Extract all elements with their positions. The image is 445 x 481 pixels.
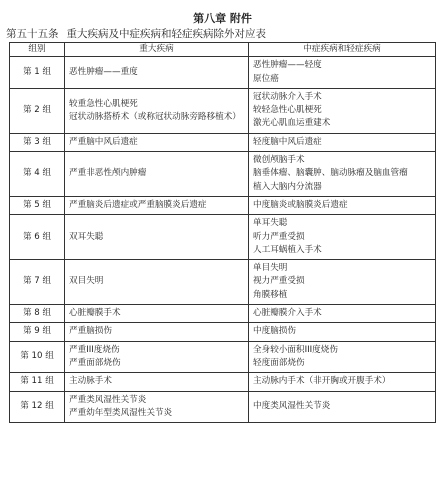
table-row [10, 196, 436, 214]
table-row [10, 305, 436, 323]
major-disease-item: 冠状动脉搭桥术（或称冠状动脉旁路移植术） [69, 111, 241, 122]
table-row [10, 133, 436, 151]
column-header-group: 组别 [10, 43, 65, 57]
major-disease-cell [65, 88, 249, 133]
exclusion-table [9, 42, 436, 423]
major-disease-item: 严重脑损伤 [69, 326, 112, 337]
major-disease-cell [65, 305, 249, 323]
minor-disease-item: 单耳失聪 [253, 218, 288, 229]
major-disease-cell [65, 57, 249, 89]
minor-disease-item: 脑垂体瘤、脑囊肿、脑动脉瘤及脑血管瘤 [253, 168, 408, 179]
column-header-minor: 中症疾病和轻症疾病 [249, 43, 436, 57]
minor-disease-item: 主动脉内手术（非开胸或开腹手术） [253, 376, 391, 387]
major-disease-item: 主动脉手术 [69, 376, 112, 387]
table-row [10, 152, 436, 197]
minor-disease-item: 单目失明 [253, 263, 288, 274]
major-disease-cell [65, 215, 249, 260]
major-disease-cell [65, 152, 249, 197]
minor-disease-cell [249, 260, 436, 305]
minor-disease-item: 中度类风湿性关节炎 [253, 401, 331, 412]
minor-disease-item: 中度脑损伤 [253, 326, 296, 337]
major-disease-cell [65, 391, 249, 423]
minor-disease-cell [249, 196, 436, 214]
major-disease-item: 严重类风湿性关节炎 [69, 394, 147, 405]
minor-disease-cell [249, 215, 436, 260]
column-header-major: 重大疾病 [65, 43, 249, 57]
chapter-title: 第八章 附件 [193, 12, 252, 25]
minor-disease-item: 冠状动脉介入手术 [253, 91, 322, 102]
minor-disease-item: 微创颅脑手术 [253, 155, 305, 166]
group-cell: 第 12 组 [10, 391, 65, 423]
group-cell: 第 8 组 [10, 305, 65, 323]
group-cell: 第 2 组 [10, 88, 65, 133]
table-row [10, 88, 436, 133]
minor-disease-item: 角膜移植 [253, 289, 288, 300]
major-disease-item: 心脏瓣膜手术 [69, 308, 121, 319]
minor-disease-cell [249, 373, 436, 391]
minor-disease-item: 轻度面部烧伤 [253, 357, 305, 368]
table-body [10, 57, 436, 423]
minor-disease-item: 中度脑炎或脑膜炎后遗症 [253, 199, 348, 210]
group-cell: 第 3 组 [10, 133, 65, 151]
group-cell: 第 10 组 [10, 341, 65, 373]
minor-disease-item: 轻度脑中风后遗症 [253, 136, 322, 147]
minor-disease-cell [249, 133, 436, 151]
minor-disease-cell [249, 57, 436, 89]
group-cell: 第 1 组 [10, 57, 65, 89]
major-disease-item: 严重幼年型类风湿性关节炎 [69, 407, 173, 418]
major-disease-item: 严重脑炎后遗症或严重脑膜炎后遗症 [69, 199, 207, 210]
major-disease-cell [65, 373, 249, 391]
minor-disease-item: 听力严重受损 [253, 231, 305, 242]
major-disease-item: 严重非恶性颅内肿瘤 [69, 168, 147, 179]
group-cell: 第 7 组 [10, 260, 65, 305]
minor-disease-cell [249, 88, 436, 133]
group-cell: 第 9 组 [10, 323, 65, 341]
table-row [10, 341, 436, 373]
minor-disease-cell [249, 341, 436, 373]
major-disease-item: 严重面部烧伤 [69, 357, 121, 368]
major-disease-item: 双耳失聪 [69, 231, 104, 242]
group-cell: 第 5 组 [10, 196, 65, 214]
article-number: 第五十五条 [6, 28, 59, 40]
minor-disease-item: 人工耳蜗植入手术 [253, 244, 322, 255]
major-disease-item: 双目失明 [69, 276, 104, 287]
minor-disease-item: 原位癌 [253, 73, 279, 84]
table-header-row [10, 43, 436, 57]
major-disease-cell [65, 323, 249, 341]
major-disease-item: 严重脑中风后遗症 [69, 136, 138, 147]
table-row [10, 373, 436, 391]
minor-disease-item: 全身较小面积III度烧伤 [253, 344, 338, 355]
minor-disease-item: 较轻急性心肌梗死 [253, 105, 322, 116]
minor-disease-cell [249, 152, 436, 197]
minor-disease-cell [249, 391, 436, 423]
minor-disease-cell [249, 323, 436, 341]
minor-disease-item: 恶性肿瘤——轻度 [253, 60, 322, 71]
table-row [10, 260, 436, 305]
minor-disease-item: 心脏瓣膜介入手术 [253, 308, 322, 319]
minor-disease-item: 视力严重受损 [253, 276, 305, 287]
major-disease-cell [65, 260, 249, 305]
table-row [10, 215, 436, 260]
major-disease-cell [65, 196, 249, 214]
table-row [10, 57, 436, 89]
major-disease-cell [65, 133, 249, 151]
minor-disease-item: 植入大脑内分流器 [253, 181, 322, 192]
minor-disease-cell [249, 305, 436, 323]
group-cell: 第 6 组 [10, 215, 65, 260]
group-cell: 第 4 组 [10, 152, 65, 197]
article-title: 重大疾病及中症疾病和轻症疾病除外对应表 [66, 28, 266, 40]
table-row [10, 391, 436, 423]
major-disease-item: 严重III度烧伤 [69, 344, 120, 355]
group-cell: 第 11 组 [10, 373, 65, 391]
major-disease-cell [65, 341, 249, 373]
major-disease-item: 较重急性心肌梗死 [69, 98, 138, 109]
minor-disease-item: 激光心肌血运重建术 [253, 118, 331, 129]
major-disease-item: 恶性肿瘤——重度 [69, 66, 138, 77]
table-row [10, 323, 436, 341]
article-heading [6, 26, 266, 41]
